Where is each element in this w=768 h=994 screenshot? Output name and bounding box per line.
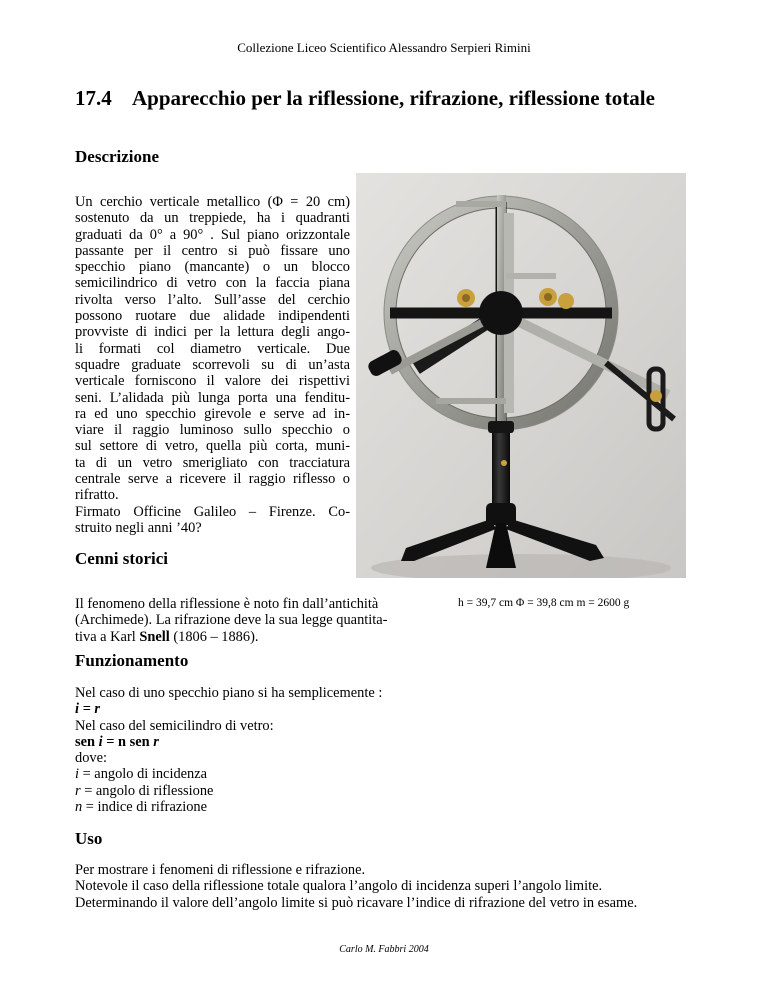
text-line: provviste di indici per la lettura degli ango- (75, 324, 350, 341)
heading-descrizione: Descrizione (75, 147, 160, 166)
text-line: graduati da 0° a 90° . Sul piano orizzontale (75, 226, 350, 243)
text-line: Un cerchio verticale metallico (Φ = 20 cm) (75, 194, 350, 210)
usage-paragraph (75, 862, 637, 911)
text-line: Determinando il valore dell’angolo limite si può ricavare l’indice di rifrazione del vetro in esame. (75, 894, 638, 911)
text-line: semicilindrico di vetro con la faccia piana (75, 275, 350, 292)
text-line: Firmato Officine Galileo – Firenze. Co- (75, 503, 350, 520)
text-line: verticale forniscono il valore dei rispettivi (75, 373, 350, 390)
formula-reflection: i = r (75, 701, 100, 718)
page-footer: Carlo M. Fabbri 2004 (339, 944, 429, 955)
symbol: n (75, 799, 83, 816)
text-line: Nel caso di uno specchio piano si ha semplicemente : (75, 685, 383, 701)
text-line: struito negli anni ’40? (75, 519, 202, 536)
text-line: squadre graduate scorrevoli su di un’asta (75, 356, 350, 373)
definition-line (75, 799, 382, 815)
definition-text: = indice di rifrazione (82, 799, 207, 816)
text-run: Il fenomeno della riflessione è noto fin dall’antichità (75, 596, 379, 612)
text-line (75, 596, 417, 612)
text-line: ra ed uno specchio girevole e serve ad in- (75, 405, 350, 422)
text-line: li formati col diametro verticale. Due (75, 340, 350, 357)
operation-paragraph (75, 685, 382, 815)
text-line: ta di un vetro smerigliato con tracciatura (75, 454, 350, 471)
symbol-r: r (153, 733, 159, 750)
text-line (75, 612, 417, 628)
heading-cenni-storici: Cenni storici (75, 549, 169, 568)
text-run: (Archimede). La rifrazione deve la sua legge quantita- (75, 612, 388, 629)
text-line: rivolta verso l’alto. Sull’asse del cerchio (75, 291, 350, 308)
formula-snell (75, 734, 382, 750)
symbol: r (75, 782, 81, 799)
photo-caption: h = 39,7 cm Φ = 39,8 cm m = 2600 g (458, 597, 630, 609)
text-line: dove: (75, 750, 107, 767)
description-paragraph (75, 194, 350, 536)
history-paragraph (75, 596, 417, 645)
definition-line (75, 766, 382, 782)
text-line: sul settore di vetro, quella più corta, muni- (75, 438, 350, 455)
text-line: centrale serve a ricevere il raggio riflesso o (75, 471, 350, 488)
text-line: Per mostrare i fenomeni di riflessione e rifrazione. (75, 862, 366, 878)
text-line: passante per il centro si può fissare uno (75, 242, 350, 259)
text-line: Nel caso del semicilindro di vetro: (75, 717, 274, 734)
section-number: 17.4 (75, 86, 112, 110)
text-run: sen (75, 733, 99, 750)
text-run: (1806 – 1886). (169, 628, 259, 645)
text-line: rifratto. (75, 487, 119, 504)
page-title: Apparecchio per la riflessione, rifrazione, riflessione totale (132, 86, 655, 110)
text-line: possono ruotare due alidade indipendenti (75, 308, 350, 325)
text-line: Notevole il caso della riflessione totale qualora l’angolo di incidenza superi l’angolo limite. (75, 878, 603, 895)
text-run: = n sen (102, 733, 154, 750)
text-line: specchio piano (mancante) o un blocco (75, 259, 350, 276)
text-line: seni. L’alidada più lunga porta una fenditu- (75, 389, 350, 406)
name-snell: Snell (139, 628, 170, 645)
symbol: i (75, 766, 79, 783)
definition-text: = angolo di riflessione (80, 782, 214, 799)
text-line: sostenuto da un treppiede, ha i quadranti (75, 210, 350, 227)
text-run: tiva a Karl (75, 628, 140, 645)
definition-text: = angolo di incidenza (79, 766, 207, 783)
definition-line (75, 783, 382, 799)
heading-uso: Uso (75, 829, 103, 848)
apparatus-photo (356, 173, 686, 578)
text-line: viare il raggio luminoso sullo specchio o (75, 422, 350, 439)
page-header: Collezione Liceo Scientifico Alessandro Serpieri Rimini (237, 40, 531, 55)
symbol-i: i (98, 733, 103, 750)
heading-funzionamento: Funzionamento (75, 651, 189, 670)
text-line (75, 629, 417, 645)
